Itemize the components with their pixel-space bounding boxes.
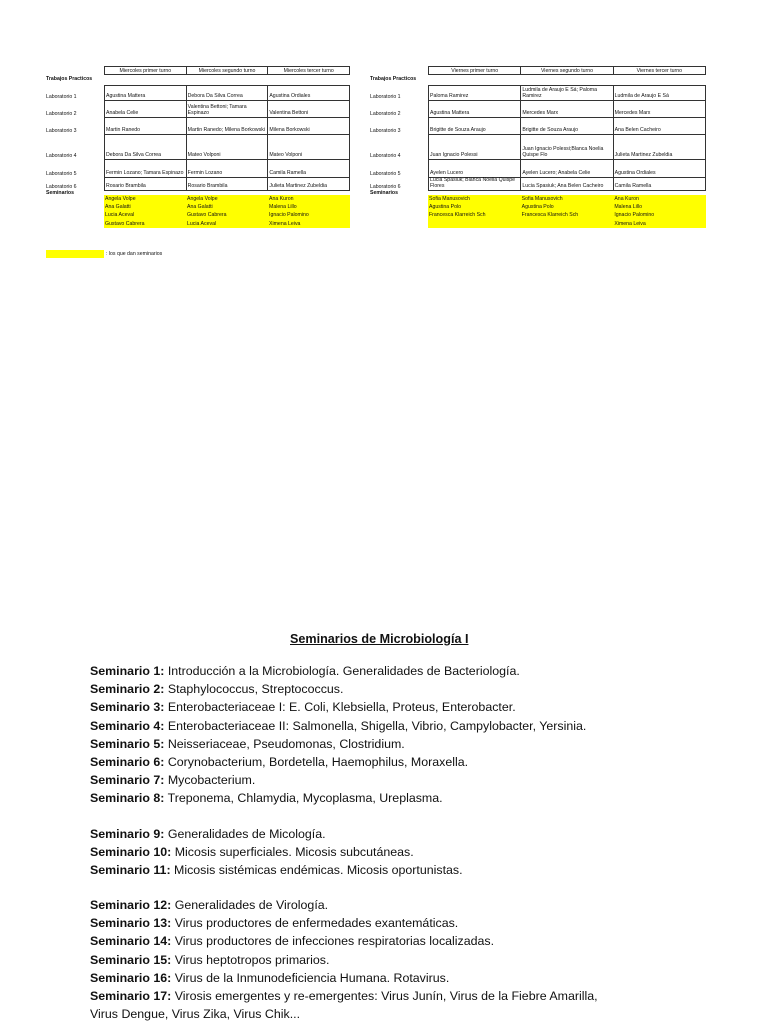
table-cell: Lucia Spasiuk; Blanca Noelia Quispe Flores bbox=[429, 178, 521, 190]
seminar-label: Seminario 16: bbox=[90, 970, 172, 985]
row-cells bbox=[428, 101, 706, 118]
row-label: Laboratorio 5 bbox=[370, 170, 401, 177]
seminar-line bbox=[90, 861, 750, 879]
table-cell: Anabela Celie bbox=[105, 101, 187, 117]
seminar-name: Ana Kuron bbox=[269, 195, 294, 202]
row-cells bbox=[428, 178, 706, 191]
seminar-label: Seminario 9: bbox=[90, 826, 165, 841]
seminar-name: Angela Volpe bbox=[187, 195, 218, 202]
table-cell: Mercedes Marx bbox=[614, 101, 706, 117]
seminar-line bbox=[90, 717, 750, 735]
section-title: Trabajos Practicos bbox=[46, 76, 93, 82]
table-cell: Agustina Mattera bbox=[105, 86, 187, 100]
seminar-line-cut: Virus Dengue, Virus Zika, Virus Chik... bbox=[90, 1007, 301, 1022]
seminar-name: Ximena Leiva bbox=[614, 220, 646, 227]
table-row bbox=[46, 85, 350, 101]
seminar-label: Seminario 13: bbox=[90, 916, 172, 931]
table-cell: Julieta Martinez Zubeldia bbox=[614, 135, 706, 160]
seminar-name: Sofia Manusovich bbox=[521, 195, 563, 202]
seminar-name: Ximena Leiva bbox=[269, 220, 301, 227]
header-cell: Viernes segundo turno bbox=[521, 67, 613, 74]
seminar-column bbox=[104, 195, 186, 229]
table-cell: Camila Ramella bbox=[268, 160, 350, 177]
seminar-line bbox=[90, 914, 750, 932]
seminar-line bbox=[90, 771, 750, 789]
seminar-name: Ana Galatti bbox=[187, 203, 213, 210]
seminar-topic: Virus heptotropos primarios. bbox=[171, 952, 330, 967]
table-cell: Valentina Bettoni bbox=[268, 101, 350, 117]
group-spacer bbox=[90, 808, 750, 825]
seminarios-label: Seminarios bbox=[370, 189, 398, 196]
table-cell: Brigitte de Souza Araujo bbox=[521, 118, 613, 134]
seminar-highlight-block bbox=[428, 195, 706, 229]
table-cell: Martin Ranedo bbox=[105, 118, 187, 134]
row-cells bbox=[428, 135, 706, 161]
table-cell: Ana Belen Cacheiro bbox=[614, 118, 706, 134]
seminar-name: Agustina Polo bbox=[521, 203, 554, 210]
seminar-name: Ignacio Palomino bbox=[614, 212, 655, 219]
section-title: Trabajos Practicos bbox=[370, 76, 417, 82]
row-label: Laboratorio 6 bbox=[370, 183, 401, 190]
row-label: Laboratorio 1 bbox=[370, 93, 401, 100]
group-spacer bbox=[90, 879, 750, 896]
seminar-label: Seminario 6: bbox=[90, 754, 165, 769]
row-cells bbox=[104, 135, 350, 161]
row-label: Laboratorio 4 bbox=[370, 153, 401, 160]
table-cell: Ludmila de Araujo E Sá bbox=[614, 86, 706, 100]
table-cell: Rosario Brambila bbox=[105, 178, 187, 190]
row-cells bbox=[104, 85, 350, 101]
document-title: Seminarios de Microbiología I bbox=[290, 632, 469, 646]
table-row bbox=[370, 85, 706, 101]
table-cell: Agustina Mattera bbox=[429, 101, 521, 117]
row-label: Laboratorio 2 bbox=[46, 110, 77, 117]
table-row bbox=[370, 135, 706, 161]
seminar-name: Ana Galatti bbox=[105, 203, 131, 210]
row-label: Laboratorio 1 bbox=[46, 93, 77, 100]
table-row bbox=[370, 101, 706, 118]
seminar-topic: Staphylococcus, Streptococcus. bbox=[164, 682, 344, 697]
seminar-topic: Enterobacteriaceae I: E. Coli, Klebsiella, Proteus, Enterobacter. bbox=[164, 700, 516, 715]
table-cell: Debora Da Silva Correa bbox=[105, 135, 187, 160]
header-cell: Viernes primer turno bbox=[429, 67, 521, 74]
seminar-topic: Micosis sistémicas endémicas. Micosis oportunistas. bbox=[170, 862, 463, 877]
seminar-topic: Virus productores de infecciones respiratorias localizadas. bbox=[171, 934, 495, 949]
seminar-name: Lucia Aceval bbox=[187, 220, 217, 227]
legend-text: : los que dan seminarios bbox=[106, 251, 163, 257]
table-cell: Valentina Bettoni; Tamara Espinazo bbox=[187, 101, 269, 117]
seminar-label: Seminario 12: bbox=[90, 898, 172, 913]
row-label: Laboratorio 4 bbox=[46, 153, 77, 160]
seminar-label: Seminario 11: bbox=[90, 862, 171, 877]
table-cell: Fermin Lozano; Tamara Espinazo bbox=[105, 160, 187, 177]
seminar-line bbox=[90, 662, 750, 680]
table-cell: Debora Da Silva Correa bbox=[187, 86, 269, 100]
seminar-label: Seminario 7: bbox=[90, 773, 165, 788]
table-cell: Mateo Volponi bbox=[187, 135, 269, 160]
seminar-topic: Introducción a la Microbiología. Generalidades de Bacteriología. bbox=[164, 664, 520, 678]
row-label: Laboratorio 3 bbox=[46, 127, 77, 134]
header-cell: Miercoles tercer turno bbox=[283, 68, 334, 74]
header-cell: Viernes tercer turno bbox=[636, 68, 683, 74]
seminar-label: Seminario 10: bbox=[90, 844, 172, 859]
seminar-name: Lucia Aceval bbox=[105, 212, 135, 219]
table-cell: Milena Borkowski bbox=[268, 118, 350, 134]
seminar-line bbox=[90, 680, 750, 698]
table-cell: Agustina Ordiales bbox=[268, 86, 350, 100]
table-cell: Julieta Martinez Zubeldia bbox=[268, 178, 350, 190]
seminar-column bbox=[613, 195, 706, 229]
row-cells bbox=[104, 178, 350, 191]
table-cell: Camila Ramella bbox=[614, 178, 706, 190]
seminar-label: Seminario 3: bbox=[90, 700, 165, 715]
table-row bbox=[46, 178, 350, 191]
seminar-line bbox=[90, 789, 750, 807]
seminar-line bbox=[90, 843, 750, 861]
seminar-topic: Generalidades de Micología. bbox=[164, 826, 326, 841]
table-cell: Ayelen Lucero; Anabela Celie bbox=[521, 160, 613, 177]
table-row bbox=[46, 118, 350, 135]
row-cells bbox=[104, 101, 350, 118]
seminar-name: Agustina Polo bbox=[429, 203, 462, 210]
table-cell: Brigitte de Souza Araujo bbox=[429, 118, 521, 134]
seminar-label: Seminario 1: bbox=[90, 664, 165, 678]
seminar-line bbox=[90, 735, 750, 753]
header-cell: Miercoles primer turno bbox=[105, 67, 187, 74]
table-row bbox=[46, 160, 350, 178]
table-cell: Lucia Spasiuk; Ana Belen Cacheiro bbox=[521, 178, 613, 190]
table-cell: Paloma Ramirez bbox=[429, 86, 521, 100]
seminar-topic: Virus productores de enfermedades exantemáticas. bbox=[171, 916, 459, 931]
table-body bbox=[370, 85, 706, 228]
header-row bbox=[428, 66, 706, 75]
seminar-topic: Neisseriaceae, Pseudomonas, Clostridium. bbox=[164, 736, 405, 751]
seminar-label: Seminario 14: bbox=[90, 934, 172, 949]
table-cell: Agustina Ordiales bbox=[614, 160, 706, 177]
row-cells bbox=[428, 85, 706, 101]
seminar-column bbox=[428, 195, 521, 229]
seminarios-label: Seminarios bbox=[46, 189, 74, 196]
table-row bbox=[370, 118, 706, 135]
seminar-line bbox=[90, 896, 750, 914]
seminar-name: Malena Lillo bbox=[614, 203, 643, 210]
legend-swatch bbox=[46, 250, 104, 258]
seminar-topic: Generalidades de Virología. bbox=[171, 898, 329, 913]
table-cell: Mateo Volponi bbox=[268, 135, 350, 160]
legend bbox=[46, 250, 162, 258]
row-label: Laboratorio 2 bbox=[370, 110, 401, 117]
seminar-topic: Treponema, Chlamydia, Mycoplasma, Ureplasma. bbox=[164, 791, 443, 806]
seminar-column bbox=[268, 195, 350, 229]
seminar-line bbox=[90, 932, 750, 950]
seminar-line bbox=[90, 951, 750, 969]
row-cells bbox=[104, 160, 350, 178]
table-cell: Rosario Brambila bbox=[187, 178, 269, 190]
table-cell: Ludmila de Araujo E Sá; Paloma Ramirez bbox=[521, 86, 613, 100]
seminar-name: Gustavo Cabrera bbox=[187, 212, 227, 219]
seminar-topic: Corynobacterium, Bordetella, Haemophilus, Moraxella. bbox=[164, 754, 469, 769]
seminar-column bbox=[186, 195, 268, 229]
table-row bbox=[370, 178, 706, 191]
row-cells bbox=[104, 118, 350, 135]
table-cell: Juan Ignacio Polessi bbox=[429, 135, 521, 160]
seminar-label: Seminario 17: bbox=[90, 989, 172, 1003]
seminar-topic: Virosis emergentes y re-emergentes: Virus Junín, Virus de la Fiebre Amarilla, bbox=[171, 989, 598, 1003]
seminar-highlight-block bbox=[104, 195, 350, 229]
table-cell: Juan Ignacio Polessi;Blanca Noelia Quispe Flo bbox=[521, 135, 613, 160]
seminar-label: Seminario 15: bbox=[90, 952, 172, 967]
row-cells bbox=[428, 160, 706, 178]
seminar-topic: Virus de la Inmunodeficiencia Humana. Rotavirus. bbox=[171, 970, 450, 985]
seminar-line bbox=[90, 825, 750, 843]
seminar-name: Malena Lillo bbox=[269, 203, 297, 210]
table-row bbox=[46, 101, 350, 118]
row-cells bbox=[428, 118, 706, 135]
seminar-name: Angela Volpe bbox=[105, 195, 136, 202]
seminar-name: Francesca Klarreich Sch bbox=[521, 212, 579, 219]
seminar-name: Gustavo Cabrera bbox=[105, 220, 145, 227]
seminar-topic: Micosis superficiales. Micosis subcutáneas. bbox=[171, 844, 414, 859]
seminar-document bbox=[90, 632, 750, 1023]
seminar-column bbox=[521, 195, 614, 229]
seminar-label: Seminario 8: bbox=[90, 791, 165, 806]
seminar-name: Sofia Manusovich bbox=[429, 195, 470, 202]
row-label: Laboratorio 5 bbox=[46, 170, 77, 177]
header-row bbox=[104, 66, 350, 75]
row-label: Laboratorio 6 bbox=[46, 183, 77, 190]
seminar-label: Seminario 4: bbox=[90, 718, 165, 733]
table-row bbox=[370, 160, 706, 178]
table-cell: Martin Ranedo; Milena Borkowski bbox=[187, 118, 269, 134]
seminar-label: Seminario 2: bbox=[90, 682, 165, 697]
seminar-topic: Enterobacteriaceae II: Salmonella, Shigella, Vibrio, Campylobacter, Yersinia. bbox=[164, 718, 587, 733]
seminar-list bbox=[90, 662, 750, 1023]
seminar-line bbox=[90, 698, 750, 716]
seminar-name: Ignacio Palomino bbox=[269, 212, 309, 219]
seminar-name: Ana Kuron bbox=[614, 195, 639, 202]
row-label: Laboratorio 3 bbox=[370, 127, 401, 134]
table-row bbox=[46, 135, 350, 161]
header-cell: Miercoles segundo turno bbox=[187, 67, 269, 74]
table-body bbox=[46, 85, 350, 228]
table-cell: Mercedes Marx bbox=[521, 101, 613, 117]
seminar-topic: Mycobacterium. bbox=[164, 773, 256, 788]
seminar-name: Francesca Klarreich Sch bbox=[429, 212, 486, 219]
seminar-line bbox=[90, 969, 750, 987]
seminar-label: Seminario 5: bbox=[90, 736, 165, 751]
seminar-line bbox=[90, 753, 750, 771]
seminar-line bbox=[90, 987, 750, 1005]
table-cell: Fermin Lozano bbox=[187, 160, 269, 177]
table-cell: Ayelen Lucero bbox=[429, 160, 521, 177]
